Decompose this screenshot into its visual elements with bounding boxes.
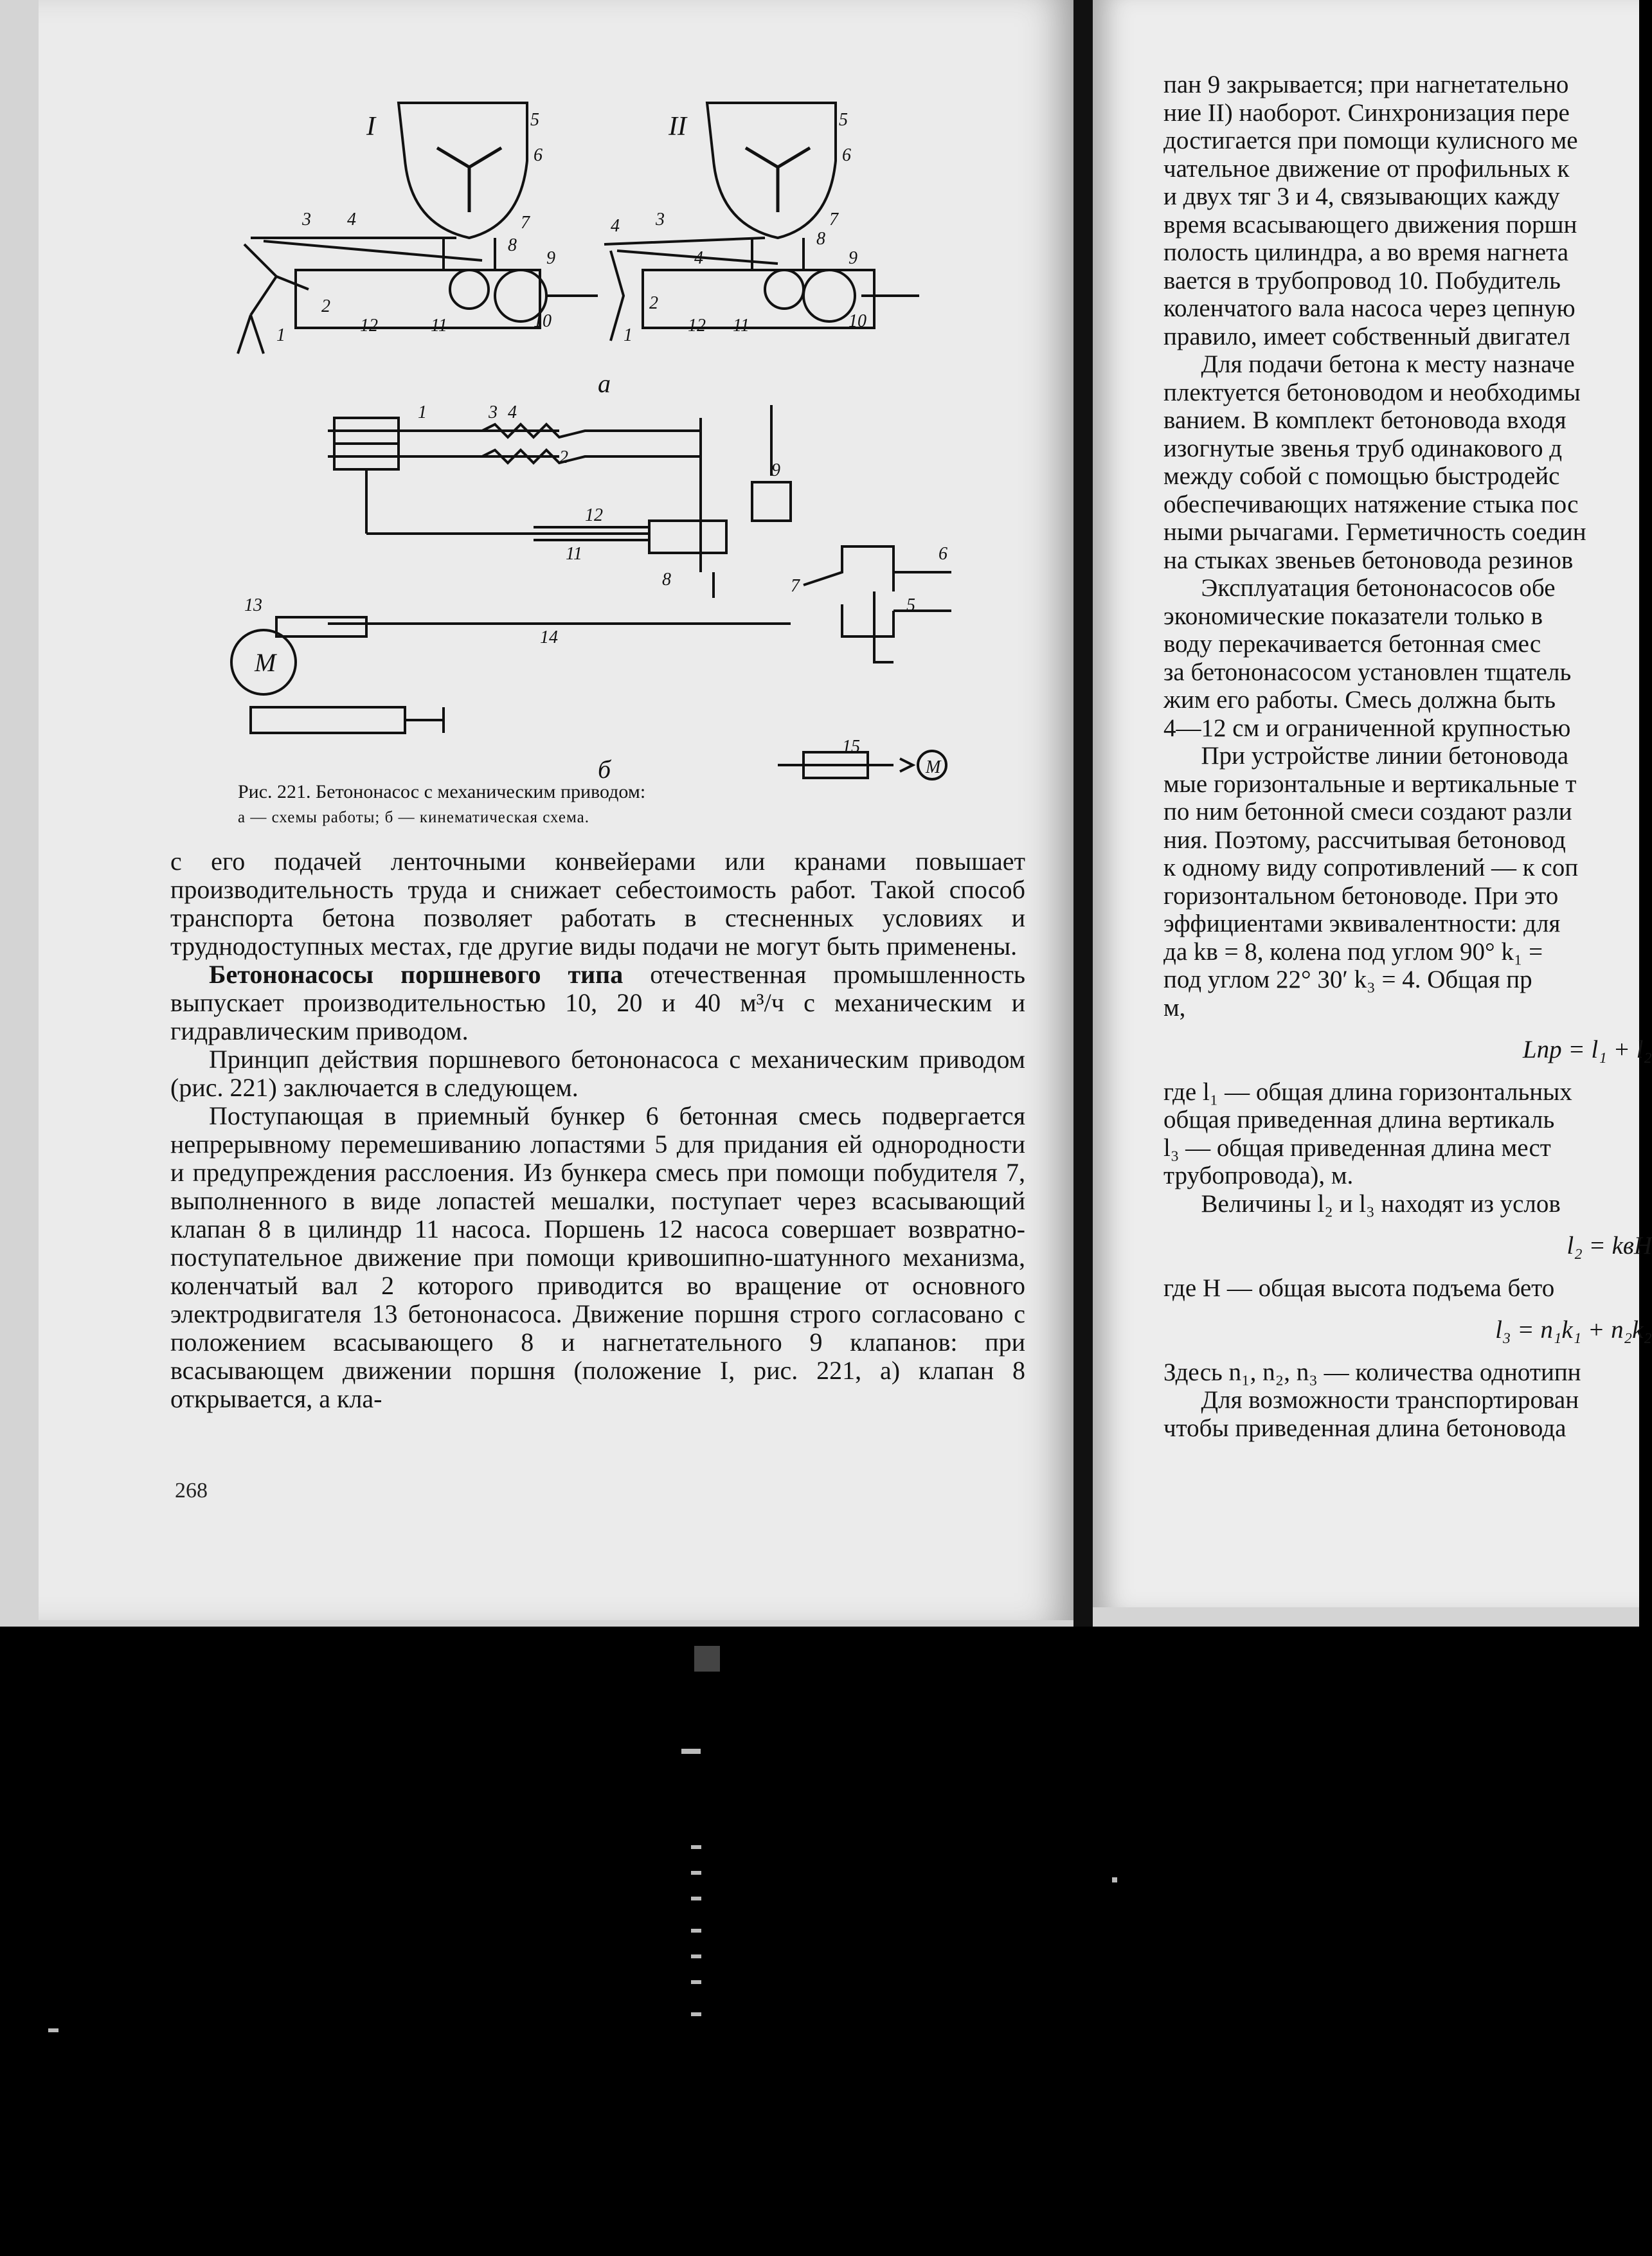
svg-text:9: 9 [546,248,555,268]
right-line: общая приведенная длина вертикаль [1163,1106,1555,1133]
right-line: изогнутые звенья труб одинакового д [1163,434,1563,462]
svg-text:12: 12 [688,316,706,336]
svg-text:10: 10 [848,311,866,331]
svg-text:1: 1 [418,402,427,422]
svg-text:10: 10 [534,311,552,331]
fig-sub-a: а [598,369,611,398]
svg-text:15: 15 [842,737,860,757]
hopper-II [707,103,836,238]
cylinder-I [296,270,540,328]
svg-text:6: 6 [534,145,543,165]
right-line: мые горизонтальные и вертикальные т [1163,770,1577,798]
page-number: 268 [175,1479,208,1502]
svg-text:6: 6 [938,544,947,564]
figure-221 [199,84,971,784]
svg-text:1: 1 [276,325,285,345]
svg-text:13: 13 [244,595,262,615]
right-line: горизонтальном бетоноводе. При это [1163,881,1559,910]
svg-text:8: 8 [816,229,825,249]
svg-text:7: 7 [791,576,800,596]
motor-symbol: M [255,648,276,677]
right-line: чтобы приведенная длина бетоновода [1163,1414,1567,1442]
right-line: по ним бетонной смеси создают разли [1163,798,1572,826]
book-gutter [1073,0,1093,1627]
motor-symbol-15: M [926,757,941,777]
right-line: l₃ — общая приведенная длина мест [1163,1133,1551,1162]
svg-text:3: 3 [656,210,665,230]
right-line: под углом 22° 30′ k₃ = 4. Общая пр [1163,966,1532,993]
right-line: 4—12 см и ограниченной крупностью [1163,714,1571,742]
pump-diagram [199,84,971,784]
right-line: правило, имеет собственный двигател [1163,322,1570,350]
right-line: достигается при помощи кулисного ме [1163,127,1578,154]
svg-text:4: 4 [611,216,620,236]
right-line: пан 9 закрывается; при нагнетательно [1163,71,1569,98]
right-line: эффициентами эквивалентности: для [1163,910,1561,937]
formula-l3: l₃ = n₁k₁ + n₂k₂ [1495,1316,1652,1344]
right-line: чательное движение от профильных к [1163,154,1570,183]
svg-text:8: 8 [508,235,517,255]
svg-text:3: 3 [489,402,498,422]
right-line: где l₁ — общая длина горизонтальных [1163,1078,1572,1106]
left-body-text [170,847,1025,1413]
paragraph-4: Поступающая в приемный бункер 6 бетонная смесь подвергается непрерывному перемешиванию лопастями 5 для придания ей однородности и предупреждения расслоения. Из бункера смесь при помощи побудителя 7, выполненного в виде лопастей мешалки, поступает через всасывающий клапан 8 в цилиндр 11 насоса. Поршень 12 насоса совершает возвратно-поступательное движение при помощи кривошипно-шатунного механизма, коленчатый вал 2 которого приводится во вращение от основного электродвигателя 13 бетононасоса. Движение поршня строго согласовано с положением всасывающего 8 и нагнетательного 9 клапанов: при всасывающем движении поршня (положение I, рис. 221, а) клапан 8 открывается, а кла- [170,1101,1025,1413]
svg-text:12: 12 [585,505,603,525]
right-line: ния. Поэтому, рассчитывая бетоновод [1163,826,1566,854]
right-line: вается в трубопровод 10. Побудитель [1163,266,1561,294]
right-page [1093,0,1652,1607]
right-line: за бетононасосом установлен тщатель [1163,658,1572,686]
right-line: трубопровода), м. [1163,1162,1354,1189]
svg-text:7: 7 [521,213,530,233]
paragraph-3: Принцип действия поршневого бетононасоса с механическим приводом (рис. 221) заключается в следующем. [170,1045,1025,1102]
svg-text:9: 9 [771,460,780,480]
svg-text:4: 4 [694,248,703,268]
svg-text:2: 2 [559,447,568,467]
right-line: и двух тяг 3 и 4, связывающих кажду [1163,183,1560,210]
right-line: плектуется бетоноводом и необходимы [1163,378,1581,406]
caption-title: Рис. 221. Бетононасос с механическим приводом: [238,781,646,802]
svg-text:2: 2 [649,293,658,313]
right-line: Для возможности транспортирован [1163,1386,1579,1414]
right-line: Для подачи бетона к месту назначе [1163,350,1575,378]
right-line: между собой с помощью быстродейс [1163,462,1560,490]
svg-text:2: 2 [321,296,330,316]
right-line: к одному виду сопротивлений — к соп [1163,854,1579,881]
right-line: Величины l₂ и l₃ находят из услов [1163,1189,1561,1218]
hopper-I [399,103,527,238]
right-line: воду перекачивается бетонная смес [1163,630,1541,658]
svg-text:6: 6 [842,145,851,165]
svg-text:5: 5 [906,595,915,615]
right-line: время всасывающего движения поршн [1163,210,1577,239]
figure-caption [238,779,1009,831]
svg-text:1: 1 [624,325,633,345]
fig-label-II: II [669,112,687,141]
paragraph-2-rest: отечественная промышленность выпускает производительностью 10, 20 и 40 м³/ч с механическим и гидравлическим приводом. [170,960,1025,1045]
svg-text:9: 9 [848,248,857,268]
right-page-text [1163,71,1652,1442]
fig-sub-b: б [598,755,611,784]
right-line: да kв = 8, колена под углом 90° k₁ = [1163,937,1543,966]
right-line: Эксплуатация бетононасосов обе [1163,574,1556,602]
caption-subtitle: а — схемы работы; б — кинематическая схема. [238,809,589,826]
right-line: на стыках звеньев бетоновода резинов [1163,546,1574,574]
right-line: обеспечивающих натяжение стыка пос [1163,490,1579,518]
svg-text:11: 11 [566,544,582,564]
svg-text:11: 11 [431,316,447,336]
bold-term: Бетононасосы поршневого типа [209,960,624,989]
svg-text:14: 14 [540,627,558,647]
fig-label-I: I [366,112,375,141]
right-line: коленчатого вала насоса через цепную [1163,294,1576,322]
right-line: жим его работы. Смесь должна быть [1163,686,1556,714]
svg-text:4: 4 [508,402,517,422]
right-line: где H — общая высота подъема бето [1163,1274,1555,1302]
right-line: полость цилиндра, а во время нагнета [1163,239,1569,266]
right-line: При устройстве линии бетоновода [1163,742,1568,770]
paragraph-2 [170,961,1025,1045]
formula-l2: l₂ = kвH [1567,1232,1652,1259]
right-line: м, [1163,993,1186,1022]
formula-lpr: Lпр = l₁ + l₂ [1522,1036,1652,1063]
right-line: экономические показатели только в [1163,602,1543,630]
svg-text:12: 12 [360,316,378,336]
svg-text:11: 11 [733,316,750,336]
svg-text:5: 5 [530,110,539,130]
right-line: ными рычагами. Герметичность соедин [1163,518,1586,546]
svg-text:3: 3 [302,210,311,230]
svg-text:4: 4 [347,210,356,230]
right-line: Здесь n₁, n₂, n₃ — количества однотипн [1163,1358,1581,1386]
svg-text:5: 5 [839,110,848,130]
right-line: ванием. В комплект бетоновода входя [1163,406,1567,434]
svg-text:8: 8 [662,570,671,590]
svg-text:7: 7 [829,210,838,230]
paragraph-1: с его подачей ленточными конвейерами или кранами повышает производительность труда и снижает себестоимость работ. Такой способ транспорта бетона позволяет работать в стесненных условиях и труднодоступных местах, где другие виды подачи не могут быть применены. [170,847,1025,961]
right-line: ние II) наоборот. Синхронизация пере [1163,98,1570,127]
